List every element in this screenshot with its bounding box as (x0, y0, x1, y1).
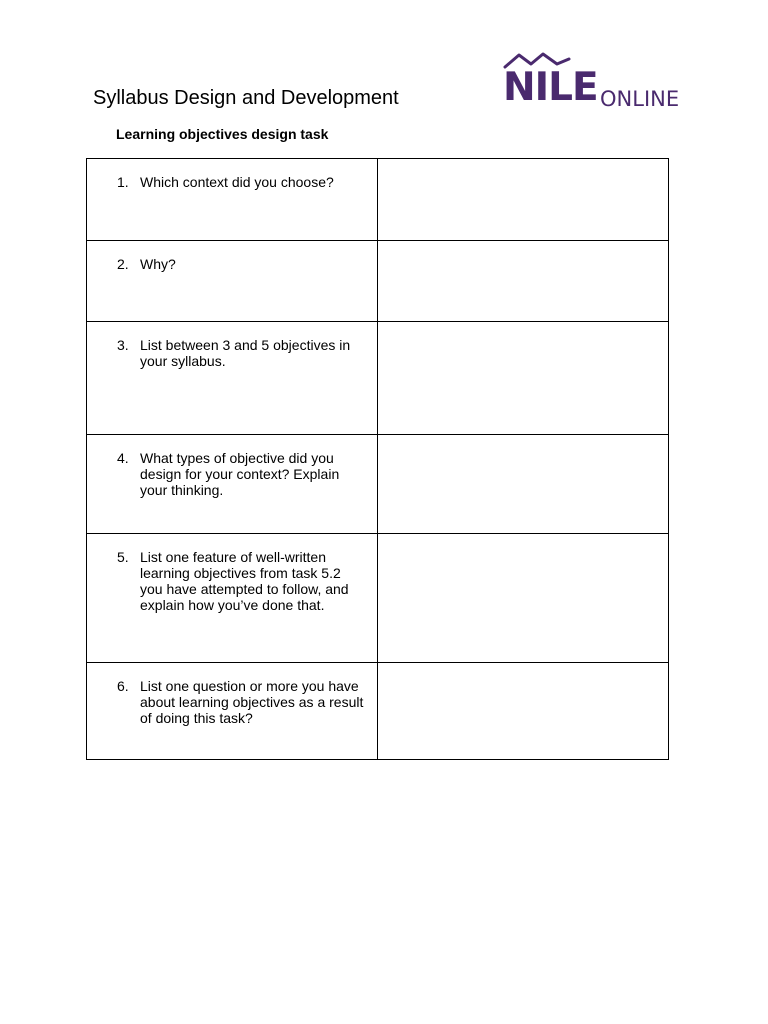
task-subtitle: Learning objectives design task (116, 126, 329, 142)
logo-suffix-text: ONLINE (600, 87, 680, 111)
question-number: 6. (117, 678, 129, 694)
table-row (87, 241, 669, 322)
question-text: What types of objective did you design for your context? Explain your thinking. (140, 450, 340, 498)
table-row (87, 322, 669, 435)
question-cell (87, 322, 378, 435)
question-text: Which context did you choose? (140, 174, 334, 190)
table-row (87, 159, 669, 241)
question-text: List one question or more you have about learning objectives as a result of doing this task? (140, 678, 364, 726)
answer-cell[interactable] (378, 663, 669, 760)
document-title: Syllabus Design and Development (93, 87, 399, 109)
answer-cell[interactable] (378, 322, 669, 435)
answer-cell[interactable] (378, 534, 669, 663)
question-cell (87, 241, 378, 322)
task-table (86, 158, 669, 760)
question-number: 5. (117, 549, 129, 565)
question-cell (87, 435, 378, 534)
question-cell (87, 534, 378, 663)
table-row (87, 534, 669, 663)
logo-brand-text: NILE (503, 65, 598, 110)
answer-cell[interactable] (378, 435, 669, 534)
question-cell (87, 159, 378, 241)
question-text: List one feature of well-written learning objectives from task 5.2 you have attempted to follow, and explain how you’ve done that. (140, 549, 349, 613)
answer-cell[interactable] (378, 241, 669, 322)
question-cell (87, 663, 378, 760)
table-row (87, 663, 669, 760)
question-text: Why? (140, 256, 176, 272)
question-number: 2. (117, 256, 129, 272)
question-number: 1. (117, 174, 129, 190)
nile-online-logo (503, 52, 683, 112)
question-number: 3. (117, 337, 129, 353)
answer-cell[interactable] (378, 159, 669, 241)
table-row (87, 435, 669, 534)
question-text: List between 3 and 5 objectives in your syllabus. (140, 337, 351, 369)
question-number: 4. (117, 450, 129, 466)
